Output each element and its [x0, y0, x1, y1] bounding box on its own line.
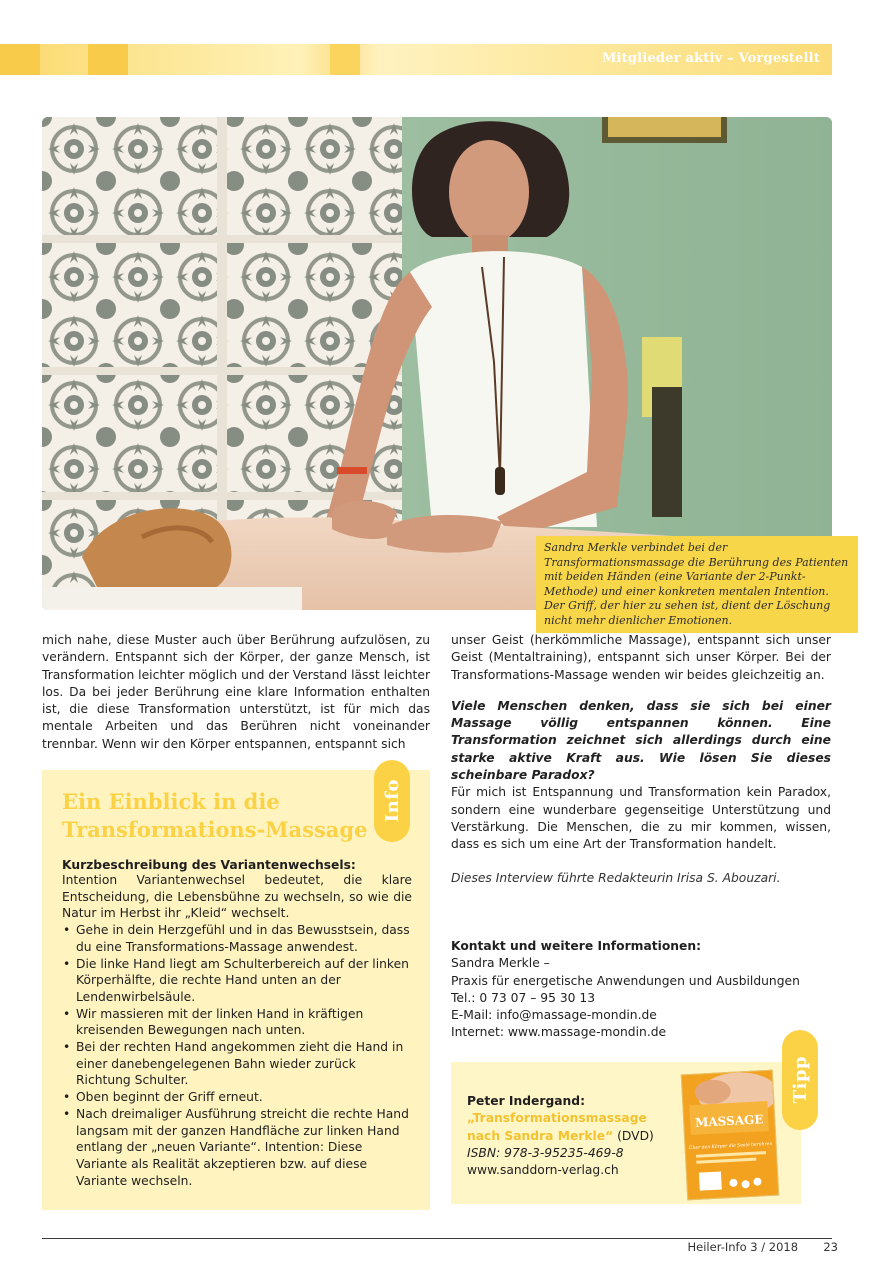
- tipp-tab: [782, 1030, 818, 1130]
- header-color-block: [0, 44, 40, 75]
- page-footer: [688, 1240, 838, 1254]
- section-header-label: [602, 51, 820, 66]
- contact-website[interactable]: Internet: www.massage-mondin.de: [451, 1025, 667, 1040]
- info-box: [42, 770, 430, 1210]
- info-box-subtitle: Kurzbeschreibung des Variantenwechsels:: [62, 858, 356, 872]
- contact-heading: Kontakt und weitere Informationen:: [451, 939, 702, 953]
- article-paragraph: mich nahe, diese Muster auch über Berührung aufzulösen, zu verändern. Entspannt sich der Körper, der ganze Mensch, ist Transformation leichter möglich und der Verstand lässt leichter los. Da bei jeder Berührung eine klare Information enthalten ist, die diese Transformation unterstützt, ist für mich das mentale Arbeiten und das Berühren nicht voneinander trennbar. Wenn wir den Körper entspannen, entspannt sich: [42, 633, 430, 751]
- footer-page-number: 23: [823, 1240, 838, 1254]
- photo-caption: Sandra Merkle verbindet bei der Transformationsmassage die Berührung des Patienten mit beiden Händen (eine Variante der 2-Punkt-Methode) und einer konkreten mentalen Intention. Der Griff, der hier zu sehen ist, dient der Löschung nicht mehr dienlicher Emotionen.: [536, 536, 858, 633]
- contact-practice: Praxis für energetische Anwendungen und Ausbildungen: [451, 973, 800, 988]
- list-item: • Gehe in dein Herzgefühl und in das Bewusstsein, dass du eine Transformations-Massage anwendest.: [76, 922, 412, 955]
- list-item: • Oben beginnt der Griff erneut.: [76, 1089, 412, 1106]
- info-box-intro: Intention Variantenwechsel bedeutet, die klare Entscheidung, die Lebensbühne zu wechseln, so wie die Natur im Herbst ihr „Kleid“ wechselt.: [62, 873, 412, 921]
- article-paragraph: unser Geist (herkömmliche Massage), entspannt sich unser Geist (Mentaltraining), entspannt sich unser Körper. Bei der Transformations-Massage wenden wir beides gleichzeitig an.: [451, 633, 831, 682]
- dvd-cover-art: [682, 1071, 778, 1200]
- footer-divider: [42, 1238, 832, 1239]
- contact-block: [451, 938, 831, 1042]
- info-box-title: Ein Einblick in die Transformations-Massage: [62, 789, 368, 842]
- tipp-author: Peter Indergand:: [467, 1094, 586, 1108]
- article-column-right: [451, 632, 831, 887]
- contact-phone: Tel.: 0 73 07 – 95 30 13: [451, 990, 596, 1005]
- info-tab: [374, 760, 410, 842]
- subsection-name: Vorgestellt: [738, 51, 820, 66]
- interview-answer: Für mich ist Entspannung und Transformation kein Paradox, sondern eine wunderbare gegenseitige Unterstützung und Verstärkung. Die Menschen, die zu mir kommen, wissen, dass es sich um eine Art der Transformation handelt.: [451, 785, 831, 852]
- dvd-cover-label: MASSAGE: [694, 1112, 764, 1130]
- header-color-block: [330, 44, 360, 75]
- interview-credit: Dieses Interview führte Redakteurin Irisa S. Abouzari.: [451, 870, 781, 885]
- article-column-left: [42, 632, 430, 753]
- tipp-isbn: ISBN: 978-3-95235-469-8: [467, 1145, 624, 1160]
- list-item: • Die linke Hand liegt am Schulterbereich auf der linken Körperhälfte, die rechte Hand unten an der Lendenwirbelsäule.: [76, 956, 412, 1006]
- tipp-content: [467, 1093, 657, 1179]
- tipp-tab-label: Tipp: [789, 1056, 811, 1104]
- contact-name: Sandra Merkle –: [451, 956, 550, 971]
- header-color-block: [88, 44, 128, 75]
- section-separator: –: [722, 51, 739, 66]
- tipp-title-line: [467, 1110, 657, 1145]
- interview-question: Viele Menschen denken, dass sie sich bei einer Massage völlig entspannen können. Eine Transformation zeichnet sich allerdings durch eine starke aktive Kraft aus. Wie lösen Sie dieses scheinbare Paradox?: [451, 698, 831, 783]
- contact-email[interactable]: E-Mail: info@massage-mondin.de: [451, 1008, 657, 1023]
- section-header-band: [0, 44, 832, 75]
- footer-magazine: Heiler-Info 3 / 2018: [687, 1240, 799, 1254]
- list-item: • Wir massieren mit der linken Hand in kräftigen kreisenden Bewegungen nach unten.: [76, 1006, 412, 1039]
- list-item: • Bei der rechten Hand angekommen zieht die Hand in einer danebengelegenen Bahn wieder zurück Richtung Schulter.: [76, 1039, 412, 1089]
- info-box-steps: [62, 922, 412, 1189]
- info-tab-label: Info: [381, 779, 403, 823]
- tipp-website[interactable]: www.sanddorn-verlag.ch: [467, 1163, 619, 1178]
- dvd-cover-image: [681, 1070, 779, 1201]
- section-name: Mitglieder aktiv: [601, 51, 723, 66]
- tipp-format: (DVD): [613, 1128, 654, 1143]
- tipp-title: „Transformationsmassage nach Sandra Merkle“: [467, 1111, 647, 1143]
- list-item: • Nach dreimaliger Ausführung streicht die rechte Hand langsam mit der ganzen Handfläche zur linken Hand entlang der „neuen Variante“. Intention: Diese Variante als Realität akzeptieren bzw. auf diese Variante wechseln.: [76, 1106, 412, 1190]
- dvd-cover-subtitle: Über den Körper die Seele berühren: [688, 1141, 773, 1152]
